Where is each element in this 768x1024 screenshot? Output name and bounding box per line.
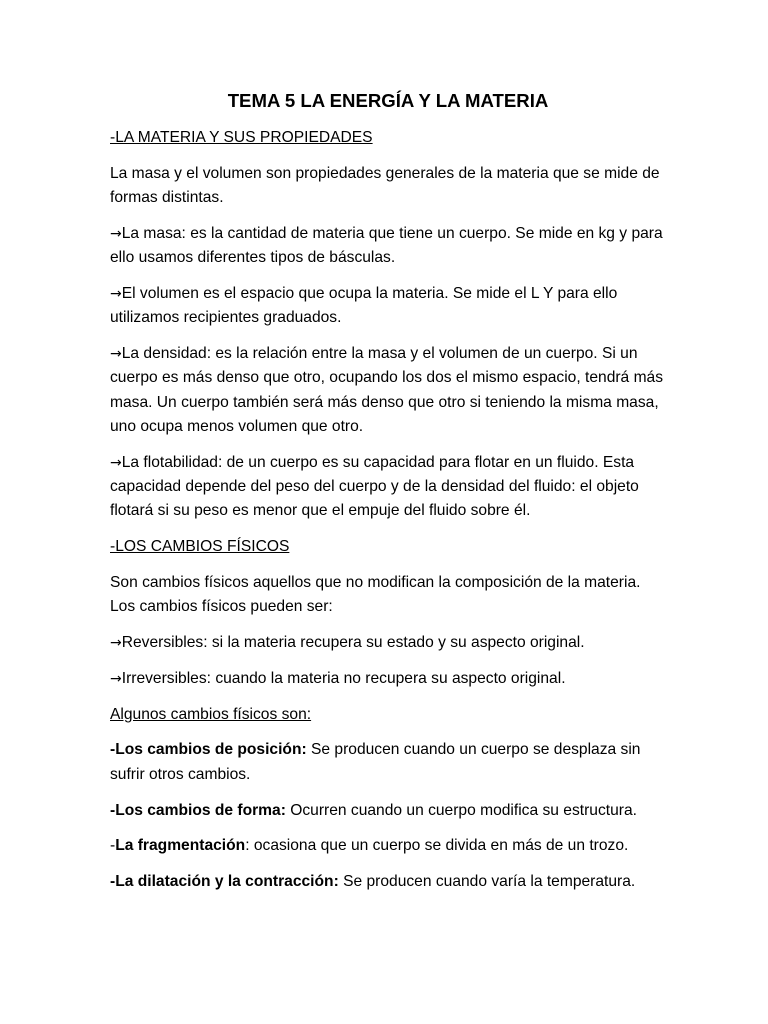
example-posicion xyxy=(110,738,666,787)
arrow-icon: → xyxy=(110,454,122,471)
example-term: -Los cambios de forma: xyxy=(110,801,286,819)
list-item-volumen xyxy=(110,282,666,331)
example-text: Se producen cuando un cuerpo se desplaza sin sufrir otros cambios. xyxy=(110,741,641,783)
example-fragmentacion xyxy=(110,834,666,858)
list-item-densidad xyxy=(110,342,666,439)
arrow-icon: → xyxy=(110,635,122,652)
list-item-reversibles xyxy=(110,631,666,655)
list-item-text: Irreversibles: cuando la materia no recupera su aspecto original. xyxy=(121,669,566,687)
example-text: : ocasiona que un cuerpo se divida en más de un trozo. xyxy=(245,837,629,855)
example-dilatacion xyxy=(110,870,666,894)
list-item-text: El volumen es el espacio que ocupa la materia. Se mide el L Y para ello utilizamos recipientes graduados. xyxy=(110,284,618,327)
list-item-irreversibles xyxy=(110,667,666,691)
arrow-icon: → xyxy=(110,225,122,242)
section-heading-materia: -LA MATERIA Y SUS PROPIEDADES xyxy=(110,129,373,146)
list-item-text: La densidad: es la relación entre la masa y el volumen de un cuerpo. Si un cuerpo es más denso que otro, ocupando los dos el mismo espacio, tendrá más masa. Un cuerpo también será más denso que otro si teniendo la misma masa, uno ocupa menos volumen que otro. xyxy=(110,345,664,435)
paragraph-intro-materia: La masa y el volumen son propiedades generales de la materia que se mide de formas distintas. xyxy=(110,164,660,207)
list-item-masa xyxy=(110,222,666,271)
arrow-icon: → xyxy=(110,285,122,302)
example-term: -Los cambios de posición: xyxy=(110,741,307,759)
example-text: Se producen cuando varía la temperatura. xyxy=(338,873,636,891)
paragraph-intro-cambios: Son cambios físicos aquellos que no modifican la composición de la materia. Los cambios físicos pueden ser: xyxy=(110,573,641,616)
document-page xyxy=(110,88,666,906)
arrow-icon: → xyxy=(110,670,122,687)
example-lead: - xyxy=(110,837,116,855)
list-item-flotabilidad xyxy=(110,451,666,524)
list-item-text: Reversibles: si la materia recupera su estado y su aspecto original. xyxy=(121,634,585,652)
example-term: -La dilatación y la contracción: xyxy=(110,873,339,891)
list-item-text: La masa: es la cantidad de materia que tiene un cuerpo. Se mide en kg y para ello usamos diferentes tipos de básculas. xyxy=(110,224,663,267)
subheading-algunos-cambios: Algunos cambios físicos son: xyxy=(110,705,312,723)
example-forma xyxy=(110,799,666,823)
list-item-text: La flotabilidad: de un cuerpo es su capacidad para flotar en un fluido. Esta capacidad depende del peso del cuerpo y de la densidad del fluido: el objeto flotará si su peso es menor que el empuje del fluido sobre él. xyxy=(110,453,639,520)
page-title: TEMA 5 LA ENERGÍA Y LA MATERIA xyxy=(227,90,549,111)
arrow-icon: → xyxy=(110,346,122,363)
section-heading-cambios-fisicos: -LOS CAMBIOS FÍSICOS xyxy=(110,538,290,556)
example-term: La fragmentación xyxy=(115,837,246,855)
example-text: Ocurren cuando un cuerpo modifica su estructura. xyxy=(285,801,637,819)
